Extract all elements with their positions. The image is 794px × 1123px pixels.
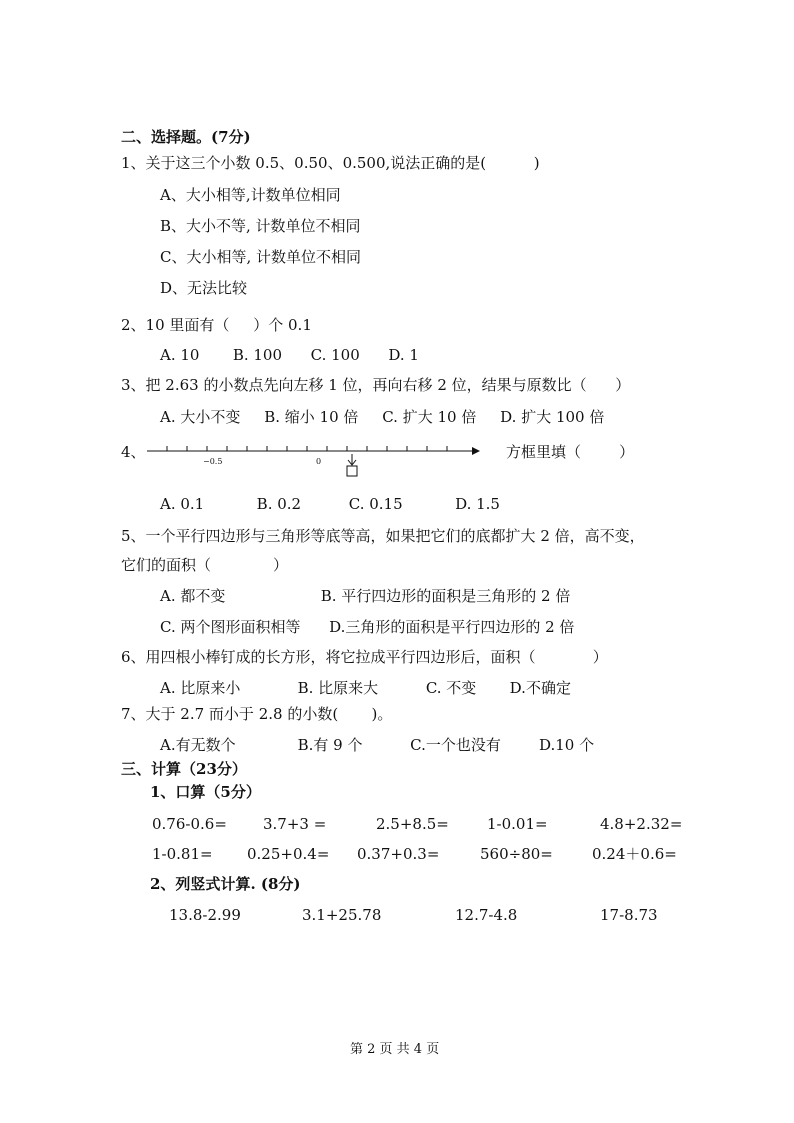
q4-prefix: 4、 <box>121 443 146 461</box>
oral-calc-item: 0.76-0.6= <box>152 815 227 833</box>
vertical-calc-title: 2、列竖式计算. (8分) <box>150 875 301 893</box>
q4-options: A. 0.1 B. 0.2 C. 0.15 D. 1.5 <box>160 495 500 513</box>
q6-stem: 6、用四根小棒钉成的长方形，将它拉成平行四边形后，面积（ ） <box>121 648 608 666</box>
number-line <box>147 440 492 480</box>
vertical-calc-item: 17-8.73 <box>600 906 658 924</box>
q5-options-row1: A. 都不变 B. 平行四边形的面积是三角形的 2 倍 <box>160 587 571 605</box>
q3-stem: 3、把 2.63 的小数点先向左移 1 位，再向右移 2 位，结果与原数比（ ） <box>121 376 631 394</box>
page-footer: 第 2 页 共 4 页 <box>350 1042 440 1057</box>
answer-box <box>347 466 357 476</box>
q1-option-b: B、大小不等, 计数单位不相同 <box>160 217 361 235</box>
oral-calc-item: 560÷80= <box>480 845 553 863</box>
q1-option-d: D、无法比较 <box>160 279 248 297</box>
section-2-title: 二、选择题。(7分) <box>121 128 251 146</box>
number-line-label-neg: −0.5 <box>203 457 223 466</box>
oral-calc-item: 0.37+0.3= <box>357 845 440 863</box>
number-line-arrow-icon <box>472 447 480 455</box>
oral-calc-item: 0.24＋0.6= <box>592 845 677 863</box>
q5-stem-line1: 5、一个平行四边形与三角形等底等高，如果把它们的底都扩大 2 倍，高不变， <box>121 527 645 545</box>
q5-options-row2: C. 两个图形面积相等 D.三角形的面积是平行四边形的 2 倍 <box>160 618 575 636</box>
oral-calc-item: 3.7+3 = <box>263 815 327 833</box>
q5-stem-line2: 它们的面积（ ） <box>121 556 288 574</box>
q1-option-a: A、大小相等,计数单位相同 <box>160 186 341 204</box>
q2-stem: 2、10 里面有（ ）个 0.1 <box>121 316 312 334</box>
q4-suffix: 方框里填（ ） <box>506 443 635 461</box>
number-line-label-zero: 0 <box>316 457 322 466</box>
oral-calc-item: 1-0.81= <box>152 845 213 863</box>
oral-calc-item: 2.5+8.5= <box>376 815 449 833</box>
q6-options: A. 比原来小 B. 比原来大 C. 不变 D.不确定 <box>160 679 571 697</box>
q3-options: A. 大小不变 B. 缩小 10 倍 C. 扩大 10 倍 D. 扩大 100 倍 <box>160 408 605 426</box>
oral-calc-item: 0.25+0.4= <box>247 845 330 863</box>
q2-options: A. 10 B. 100 C. 100 D. 1 <box>160 346 419 364</box>
q7-stem: 7、大于 2.7 而小于 2.8 的小数( )。 <box>121 705 393 723</box>
vertical-calc-item: 3.1+25.78 <box>302 906 382 924</box>
number-line-ticks <box>167 446 447 451</box>
oral-calc-title: 1、口算（5分） <box>150 783 261 801</box>
oral-calc-item: 1-0.01= <box>487 815 548 833</box>
section-3-title: 三、计算（23分） <box>121 760 247 778</box>
vertical-calc-item: 13.8-2.99 <box>169 906 241 924</box>
number-line-graphic <box>147 440 492 480</box>
q1-option-c: C、大小相等, 计数单位不相同 <box>160 248 362 266</box>
q7-options: A.有无数个 B.有 9 个 C.一个也没有 D.10 个 <box>160 736 595 754</box>
q1-stem: 1、关于这三个小数 0.5、0.50、0.500,说法正确的是( ) <box>121 154 540 172</box>
oral-calc-item: 4.8+2.32= <box>600 815 683 833</box>
vertical-calc-item: 12.7-4.8 <box>455 906 518 924</box>
